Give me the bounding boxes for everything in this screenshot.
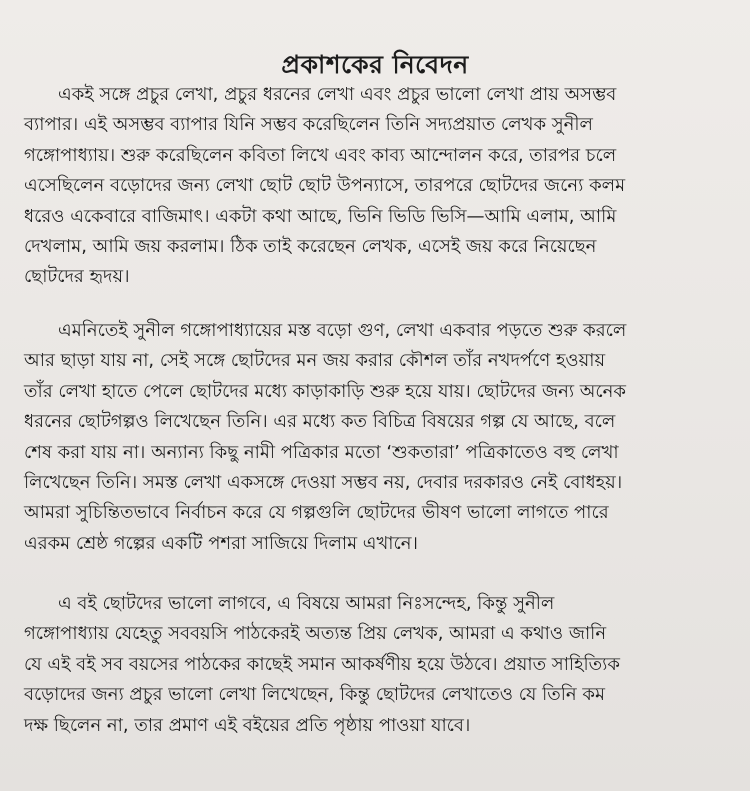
paragraph-line: গঙ্গোপাধ্যায় যেহেতু সববয়সি পাঠকেরই অত্যন্ত প্রিয় লেখক, আমরা এ কথাও জানি (24, 623, 607, 645)
paragraph-line: একই সঙ্গে প্রচুর লেখা, প্রচুর ধরনের লেখা এবং প্রচুর ভালো লেখা প্রায় অসম্ভব (58, 84, 617, 105)
paragraph-line: তাঁর লেখা হাতে পেলে ছোটদের মধ্যে কাড়াকাড়ি শুরু হয়ে যায়। ছোটদের জন্য অনেক (24, 380, 626, 402)
paragraph-line: এরকম শ্রেষ্ঠ গল্পের একটি পশরা সাজিয়ে দিলাম এখানে। (24, 532, 418, 554)
paragraph-1 (24, 80, 732, 293)
paragraph-line: আমরা সুচিন্তিতভাবে নির্বাচন করে যে গল্পগুলি ছোটদের ভীষণ ভালো লাগতে পারে (24, 502, 609, 524)
paragraph-line: এমনিতেই সুনীল গঙ্গোপাধ্যায়ের মস্ত বড়ো গুণ, লেখা একবার পড়তে শুরু করলে (58, 320, 627, 341)
paragraph-line: বড়োদের জন্য প্রচুর ভালো লেখা লিখেছেন, কিন্তু ছোটদের লেখাতেও যে তিনি কম (24, 684, 605, 706)
paragraph-line: দেখলাম, আমি জয় করলাম। ঠিক তাই করেছেন লেখক, এসেই জয় করে নিয়েছেন (24, 236, 597, 258)
paragraph-line: ব্যাপার। এই অসম্ভব ব্যাপার যিনি সম্ভব করেছিলেন তিনি সদ্যপ্রয়াত লেখক সুনীল (24, 114, 593, 136)
paragraph-line: গঙ্গোপাধ্যায়। শুরু করেছিলেন কবিতা লিখে এবং কাব্য আন্দোলন করে, তারপর চলে (24, 144, 617, 166)
paragraph-line: লিখেছেন তিনি। সমস্ত লেখা একসঙ্গে দেওয়া সম্ভব নয়, দেবার দরকারও নেই বোধহয়। (24, 472, 623, 494)
paragraph-line: এ বই ছোটদের ভালো লাগবে, এ বিষয়ে আমরা নিঃসন্দেহ, কিন্তু সুনীল (58, 593, 555, 614)
paragraph-line: ধরনের ছোটগল্পও লিখেছেন তিনি। এর মধ্যে কত বিচিত্র বিষয়ের গল্প যে আছে, বলে (24, 411, 616, 433)
paragraph-line: এসেছিলেন বড়োদের জন্য লেখা ছোট ছোট উপন্যাসে, তারপরে ছোটদের জন্যে কলম (24, 175, 626, 197)
paragraph-2 (24, 316, 732, 559)
paragraph-line: ধরেও একেবারে বাজিমাৎ। একটা কথা আছে, ভিনি ভিডি ভিসি—আমি এলাম, আমি (24, 205, 617, 227)
paragraph-line: দক্ষ ছিলেন না, তার প্রমাণ এই বইয়ের প্রতি পৃষ্ঠায় পাওয়া যাবে। (24, 714, 471, 736)
paragraph-line: ছোটদের হৃদয়। (24, 266, 130, 288)
paragraph-line: যে এই বই সব বয়সের পাঠকের কাছেই সমান আকর্ষণীয় হয়ে উঠবে। প্রয়াত সাহিত্যিক (24, 653, 620, 675)
paragraph-line: আর ছাড়া যায় না, সেই সঙ্গে ছোটদের মন জয় করার কৌশল তাঁর নখদর্পণে হওয়ায় (24, 350, 606, 372)
paragraph-line: শেষ করা যায় না। অন্যান্য কিছু নামী পত্রিকার মতো ‘শুকতারা’ পত্রিকাতেও বহু লেখা (24, 441, 619, 463)
paragraph-3 (24, 589, 732, 741)
page-title: প্রকাশকের নিবেদন (281, 50, 469, 79)
